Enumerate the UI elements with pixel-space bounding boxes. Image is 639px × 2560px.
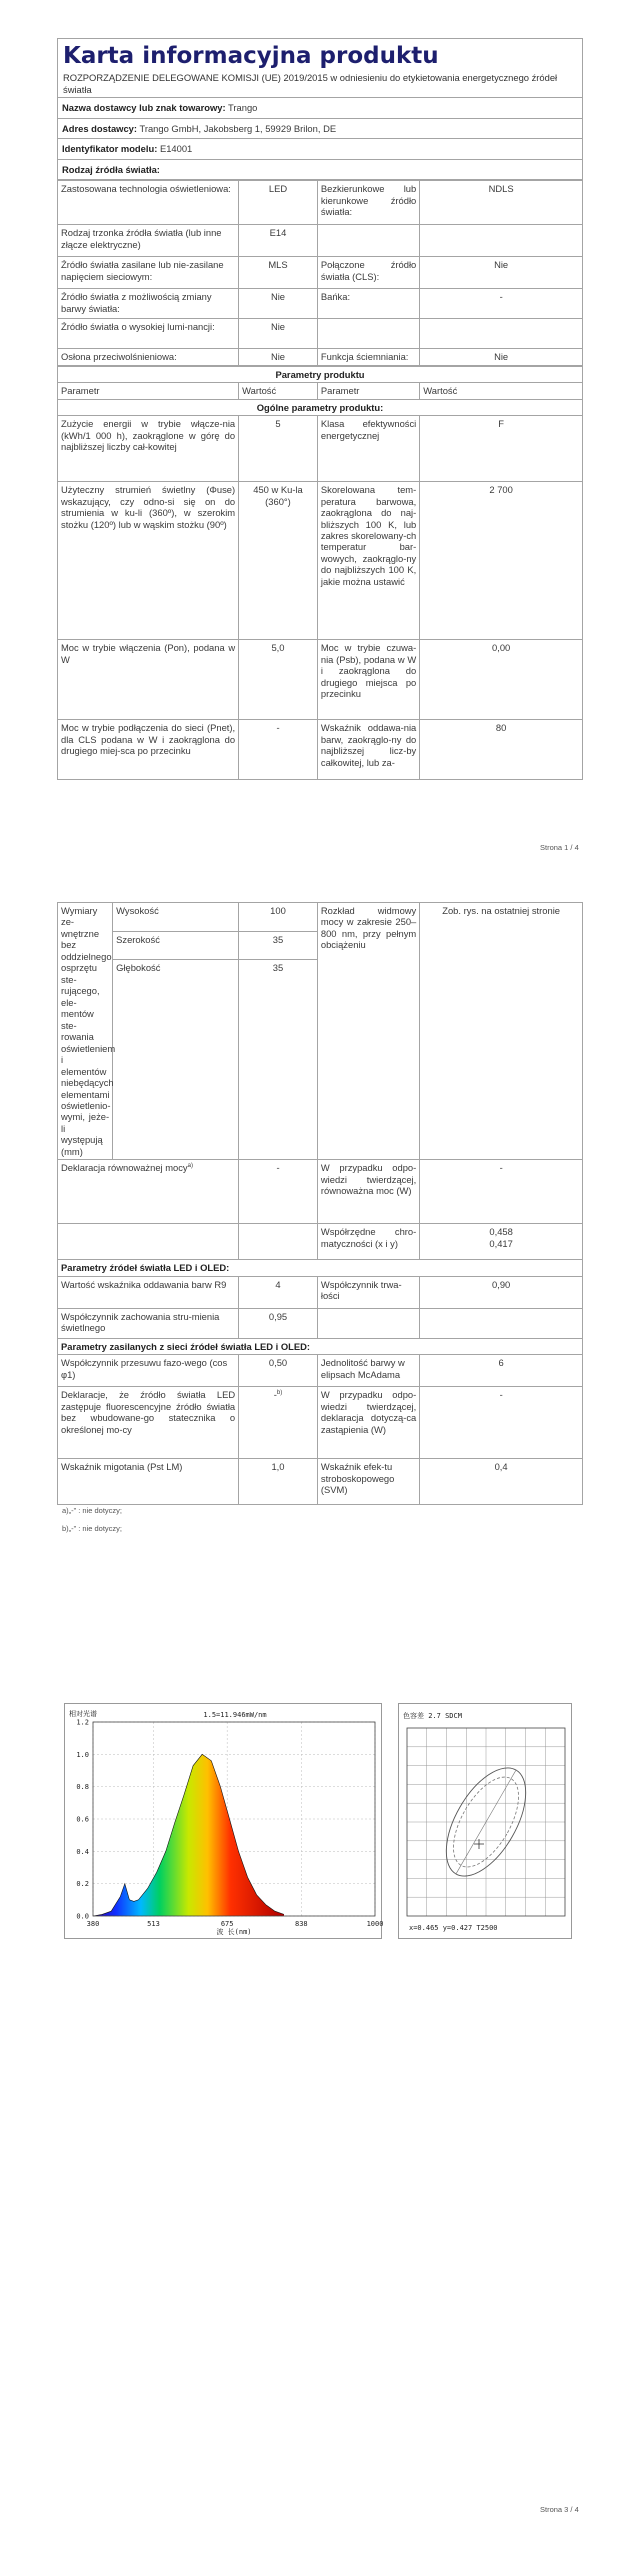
general-params-heading: Ogólne parametry produktu: [58,399,583,415]
table-row: Głębokość 35 [58,960,583,1160]
chroma-title: 色容差 2.7 SDCM [403,1712,462,1720]
table-row: Zastosowana technologia oświetleniowa: LED Bezkierunkowe lub kierunkowe źródło światła: NDLS [58,181,583,225]
params-table [57,366,583,780]
page-2 [57,902,583,1505]
table-row: Rodzaj trzonka źródła światła (lub inne złącze elektryczne) E14 [58,225,583,257]
spectrum-xlabel: 波 长(nm) [216,1928,252,1936]
table-row: Szerokość 35 [58,931,583,960]
spectrum-x-tick-label: 838 [294,1920,308,1928]
table-header-row: Parametr Wartość Parametr Wartość [58,383,583,399]
spectrum-x-tick-label: 675 [220,1920,234,1928]
table-row: Moc w trybie włączenia (Pon), podana w W 5,0 Moc w trybie czuwa-nia (Psb), podana w W i zaokrąglona do drugiego miejsca po przecinku 0,00 [58,640,583,720]
spectrum-y-tick-label: 0.4 [76,1847,89,1856]
table-row: Wartość wskaźnika oddawania barw R9 4 Współczynnik trwa-łości 0,90 [58,1276,583,1308]
model-row: Identyfikator modelu: E14001 [58,139,583,159]
spectrum-x-tick-label: 380 [86,1920,100,1928]
table-row: Osłona przeciwolśnieniowa: Nie Funkcja ściemniania: Nie [58,349,583,365]
table-row: Moc w trybie podłączenia do sieci (Pnet), dla CLS podana w W i zaokrąglona do drugiego miej-sca po przecinku - Wskaźnik oddawa-nia barw, zaokrąglo-ny do najbliższej licz-by całkowitej, lub za- 80 [58,720,583,780]
dimensions-table [57,902,583,1505]
product-params-heading: Parametry produktu [58,366,583,382]
table-row: Deklaracje, że źródło światła LED zastępuje fluorescencyjne źródło światła bez wbudowane-go statecznika o określonej mo-cy -$^{b)}$ W przypadku odpo-wiedzi twierdzącej, deklaracja dotyczą-ca zastąpienia (W) - [58,1387,583,1459]
spectrum-x-ticks [87,1920,383,1928]
table-row: Współczynnik przesuwu fazo-wego (cos φ1) 0,50 Jednolitość barwy w elipsach McAdama 6 [58,1355,583,1387]
table-row: Współrzędne chro-matyczności (x i y) 0,458 0,417 [58,1224,583,1260]
table-row: Źródło światła o wysokiej lumi-nancji: Nie [58,319,583,349]
table-row: Zużycie energii w trybie włącze-nia (kWh/1 000 h), zaokrąglone w górę do najbliższej liczby cał-kowitej 5 Klasa efektywności energetycznej F [58,416,583,482]
page-title: Karta informacyjna produktu [63,43,439,69]
table-row: Wymiary ze-wnętrzne bez oddzielnego osprzętu ste-rującego, ele-mentów ste-rowania oświetleniem i elementów niebędących elementami oświetlenio-wymi, jeże-li występują (mm) Wysokość 100 Rozkład widmowy mocy w zakresie 250–800 nm, przy pełnym obciążeniu Zob. rys. na ostatniej stronie [58,903,583,932]
table-row: Źródło światła z możliwością zmiany barwy światła: Nie Bańka: - [58,289,583,319]
spectrum-y-tick-label: 1.0 [76,1750,89,1759]
chromaticity-svg [399,1704,573,1940]
spectrum-chart [64,1703,382,1939]
mains-params-heading: Parametry zasilanych z sieci źródeł światła LED i OLED: [58,1338,583,1354]
table-row: Wskaźnik migotania (Pst LM) 1,0 Wskaźnik efek-tu stroboskopowego (SVM) 0,4 [58,1459,583,1505]
spectrum-title: 相对光谱 [69,1710,97,1718]
regulation-text: ROZPORZĄDZENIE DELEGOWANE KOMISJI (UE) 2019/2015 w odniesieniu do etykietowania energetycznego źródeł światła [63,72,558,95]
header-table [57,38,583,180]
supplier-row: Nazwa dostawcy lub znak towarowy: Trango [58,98,583,118]
table-row: Źródło światła zasilane lub nie-zasilane napięciem sieciowym: MLS Połączone źródło światła (CLS): Nie [58,257,583,289]
address-row: Adres dostawcy: Trango GmbH, Jakobsberg 1, 59929 Brilon, DE [58,118,583,138]
spectrum-scale: 1.5=11.946mW/nm [203,1711,267,1719]
source-type-heading: Rodzaj źródła światła: [58,159,583,179]
chroma-footer: x=0.465 y=0.427 T2500 [409,1924,498,1932]
spectrum-y-tick-label: 0.8 [76,1783,89,1792]
spectrum-x-tick-label: 513 [147,1920,160,1928]
spectrum-y-tick-label: 0.2 [76,1880,89,1889]
spectrum-y-tick-label: 0.6 [76,1815,89,1824]
spectrum-y-tick-label: 0.0 [76,1912,89,1921]
spectrum-svg [65,1704,383,1940]
led-params-heading: Parametry źródeł światła LED i OLED: [58,1260,583,1276]
table-row: Współczynnik zachowania stru-mienia świetlnego 0,95 [58,1308,583,1338]
page-3-number: Strona 3 / 4 [540,2505,579,2514]
type-table [57,180,583,365]
table-row: Użyteczny strumień świetlny (Φuse) wskazujący, czy odno-si się on do strumienia w ku-li (360º), w szerokim stożku (120º) lub w wąskim stożku (90º) 450 w Ku-la (360°) Skorelowana tem-peratura barwowa, zaokrąglona do naj-bliższych 100 K, lub zakres skorelowany-ch temperatur bar-wowych, zaokrąglo-ny do najbliższych 100 K, jakie można ustawić 2 700 [58,482,583,640]
spectrum-x-tick-label: 1000 [366,1920,383,1928]
page-1-number: Strona 1 / 4 [540,843,579,852]
spectrum-y-ticks [76,1719,89,1921]
footnote-a: a)„-” : nie dotyczy; [62,1506,123,1515]
footnote-b: b)„-” : nie dotyczy; [62,1524,123,1533]
page-1 [57,38,583,780]
spectrum-y-tick-label: 1.2 [76,1718,89,1727]
chromaticity-chart [398,1703,572,1939]
table-row: Deklaracja równoważnej mocy$^{a)}$ - W przypadku odpo-wiedzi twierdzącej, równoważna moc (W) - [58,1160,583,1224]
